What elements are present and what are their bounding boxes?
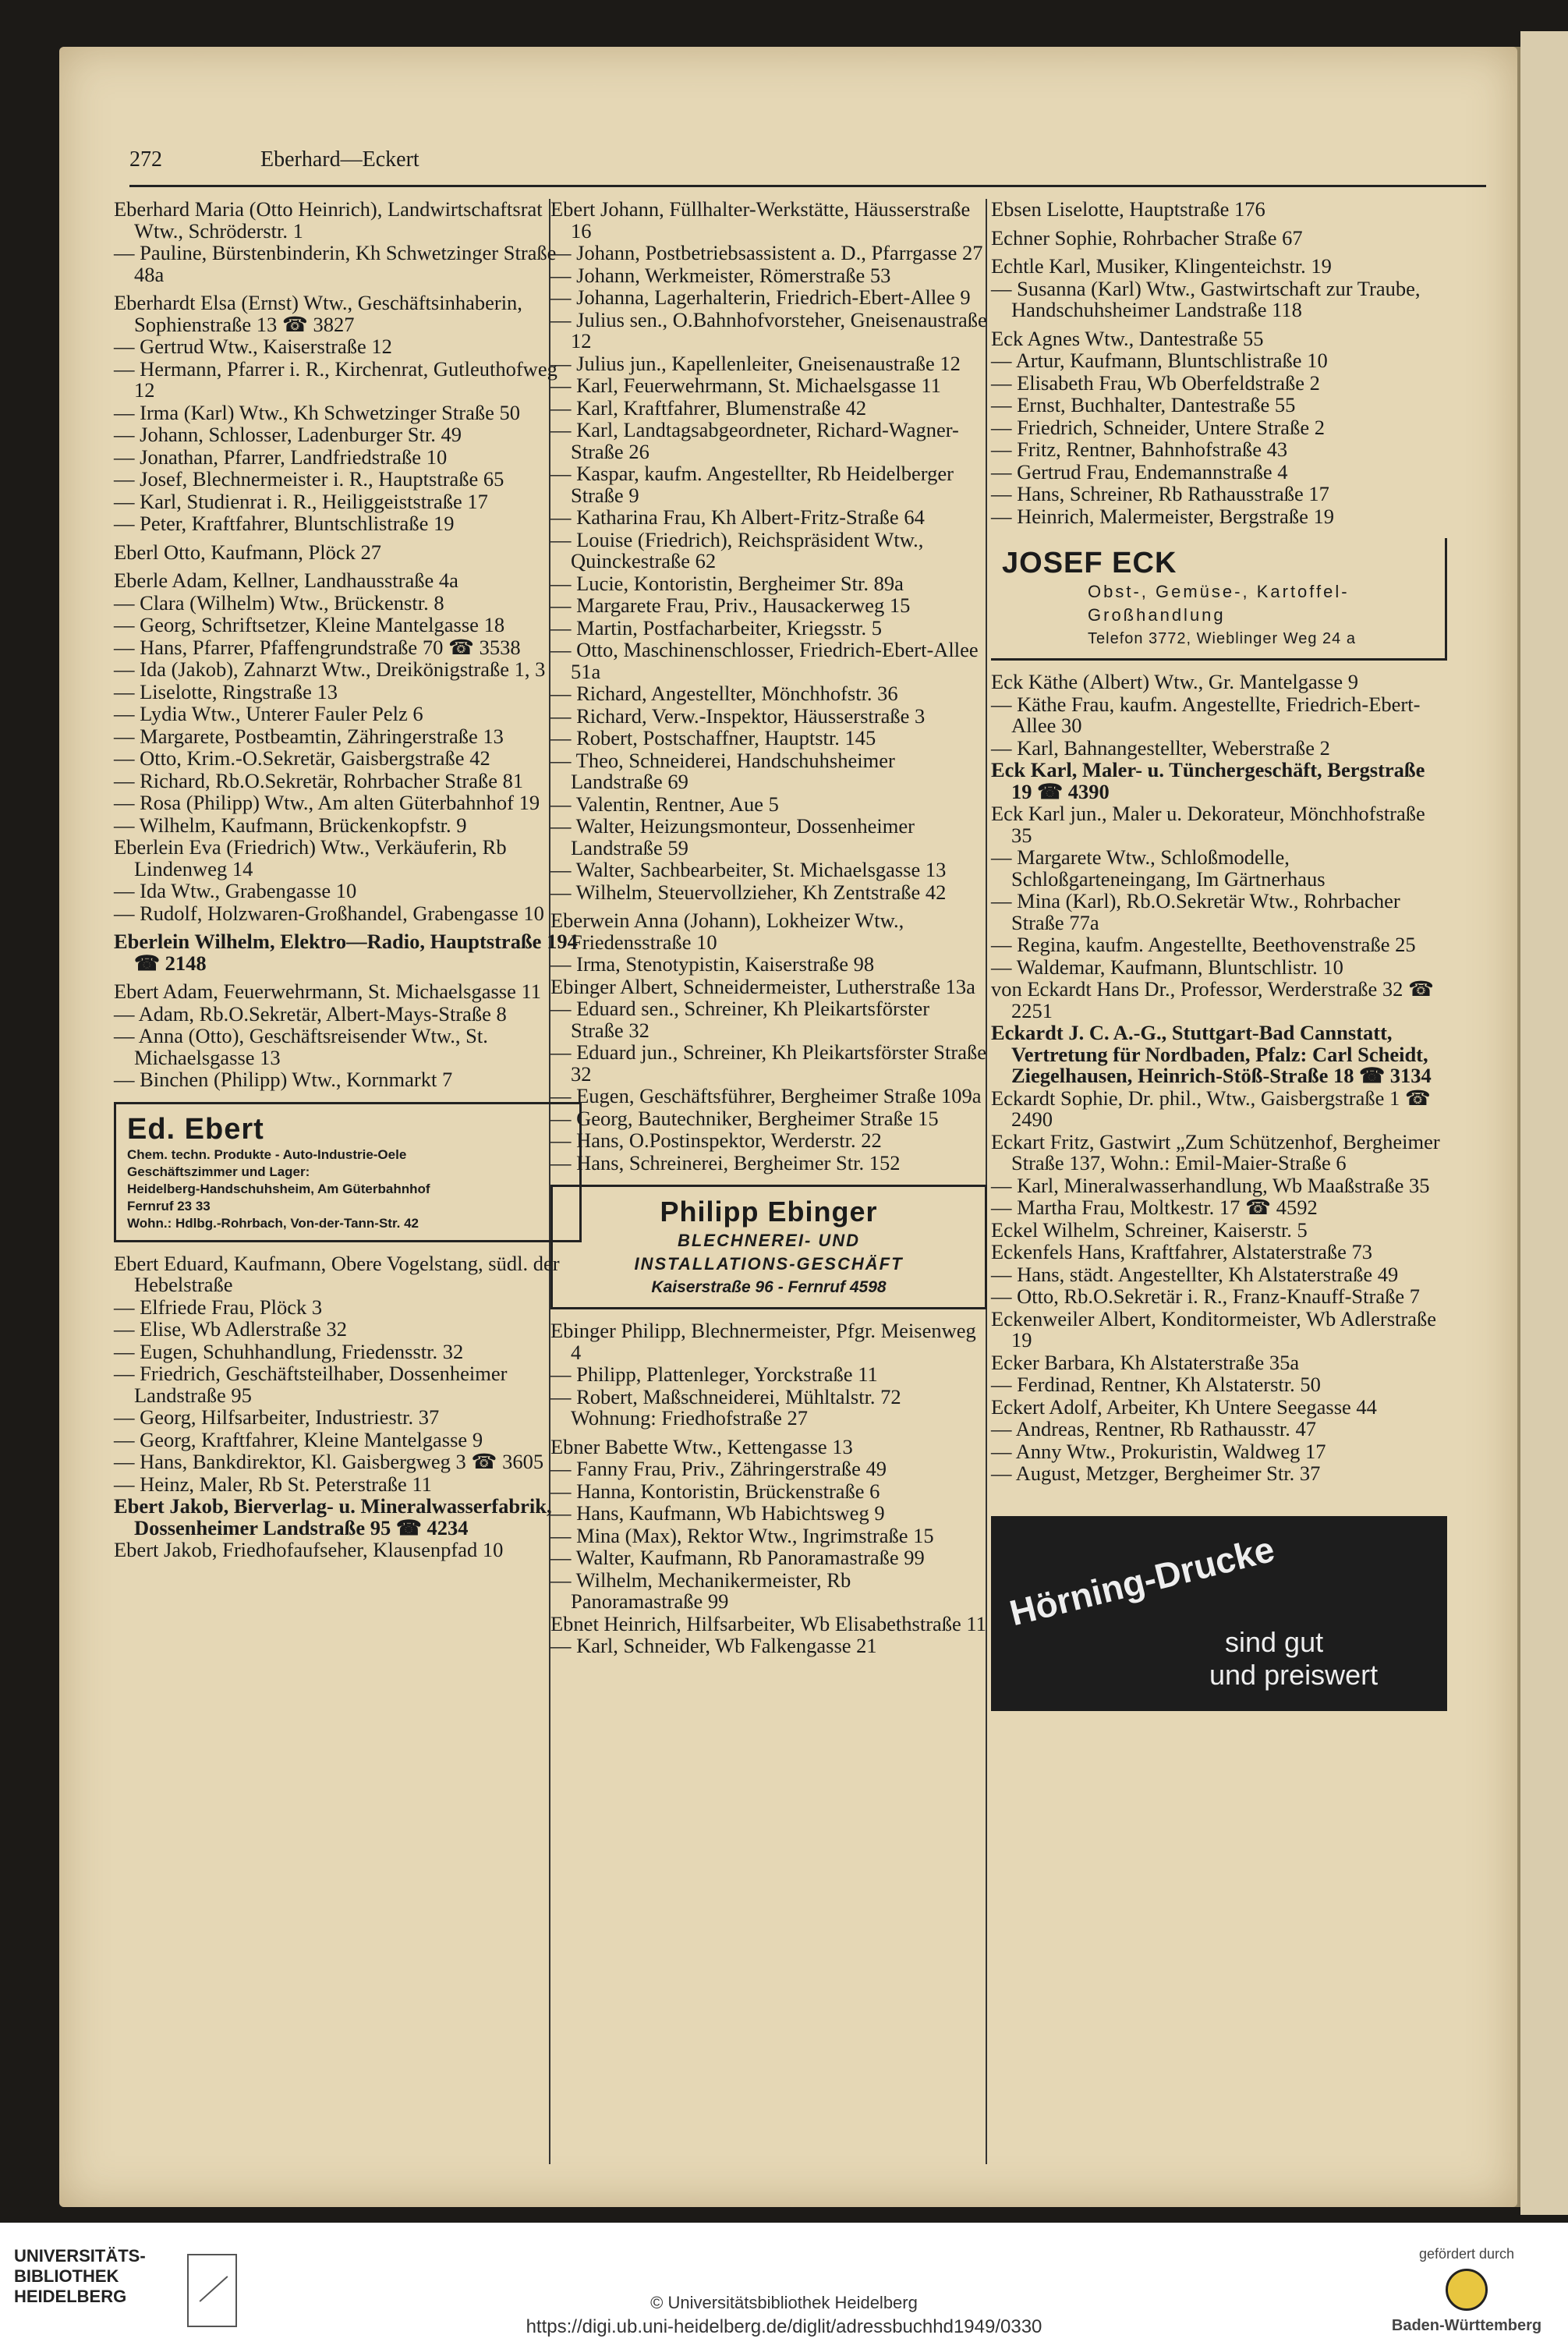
directory-entry: — Friedrich, Schneider, Untere Straße 2: [991, 415, 1325, 439]
directory-entry: Ebert Johann, Füllhalter-Werkstätte, Häusserstraße 16: [550, 197, 971, 243]
ad-josef-eck: [991, 538, 1447, 661]
directory-entry: — August, Metzger, Bergheimer Str. 37: [991, 1461, 1321, 1485]
column-3: [991, 199, 1447, 1711]
directory-entry: — Fanny Frau, Priv., Zähringerstraße 49: [550, 1457, 887, 1480]
ad-line: Chem. techn. Produkte - Auto-Industrie-Oele: [127, 1146, 407, 1162]
ad-title: Ed. Ebert: [127, 1112, 264, 1146]
ad-line: Telefon 3772, Wieblinger Weg 24 a: [1088, 630, 1356, 647]
directory-entry: Eberlein Eva (Friedrich) Wtw., Verkäuferin, Rb Lindenweg 14: [114, 835, 507, 880]
directory-entry: — Theo, Schneiderei, Handschuhsheimer Landstraße 69: [550, 748, 895, 793]
ad-line: Großhandlung: [1088, 605, 1226, 625]
directory-entry: — Hanna, Kontoristin, Brückenstraße 6: [550, 1479, 880, 1503]
ad-line: sind gut: [1225, 1625, 1324, 1658]
directory-entry: — Waldemar, Kaufmann, Bluntschlistr. 10: [991, 955, 1343, 979]
logo-text: UNIVERSITÄTS-: [14, 2246, 146, 2266]
page-number: 272: [129, 147, 162, 172]
directory-entry: — Eugen, Schuhhandlung, Friedensstr. 32: [114, 1339, 464, 1363]
directory-entry: — Eugen, Geschäftsführer, Bergheimer Straße 109a: [550, 1084, 982, 1107]
ad-line: BLECHNEREI- UND: [677, 1231, 861, 1250]
directory-entry: — Susanna (Karl) Wtw., Gastwirtschaft zur Traube, Handschuhsheimer Landstraße 118: [991, 276, 1421, 321]
directory-entry: — Richard, Angestellter, Mönchhofstr. 36: [550, 682, 898, 705]
directory-entry: Ecker Barbara, Kh Alstaterstraße 35a: [991, 1350, 1300, 1374]
directory-entry: — Johann, Werkmeister, Römerstraße 53: [550, 263, 891, 287]
directory-entry: Eckardt Sophie, Dr. phil., Wtw., Gaisbergstraße 1 ☎ 2490: [991, 1086, 1431, 1131]
directory-entry: — Käthe Frau, kaufm. Angestellte, Friedrich-Ebert-Allee 30: [991, 692, 1421, 737]
directory-entry: — Eduard sen., Schreiner, Kh Pleikartsförster Straße 32: [550, 997, 930, 1042]
directory-entry: — Wilhelm, Kaufmann, Brückenkopfstr. 9: [114, 813, 467, 837]
ad-line: Geschäftszimmer und Lager:: [127, 1164, 310, 1179]
directory-entry: Eckenweiler Albert, Konditormeister, Wb Adlerstraße 19: [991, 1306, 1436, 1352]
entry-list: [114, 199, 582, 1091]
directory-entry: — Adam, Rb.O.Sekretär, Albert-Mays-Straße 8: [114, 1001, 507, 1026]
directory-entry: — Eduard jun., Schreiner, Kh Pleikartsförster Straße 32: [550, 1040, 986, 1086]
directory-entry: Eberwein Anna (Johann), Lokheizer Wtw., Friedensstraße 10: [550, 909, 904, 954]
directory-entry: — Margarete Wtw., Schloßmodelle, Schloßgarteneingang, Im Gärtnerhaus: [991, 845, 1326, 891]
ad-ed-ebert: [114, 1102, 582, 1242]
ad-brand: Hörning-Drucke: [1005, 1528, 1279, 1633]
entry-list: [114, 1253, 582, 1561]
directory-entry: — Andreas, Rentner, Rb Rathausstr. 47: [991, 1417, 1316, 1440]
directory-entry: Eckardt J. C. A.-G., Stuttgart-Bad Cannstatt, Vertretung für Nordbaden, Pfalz: Carl Scheidt, Ziegelhausen, Heinrich-Stöß-Straße 18 ☎ 3134: [991, 1021, 1432, 1087]
directory-entry: — Friedrich, Geschäftsteilhaber, Dossenheimer Landstraße 95: [114, 1362, 508, 1407]
directory-entry: — Robert, Postschaffner, Hauptstr. 145: [550, 726, 876, 749]
directory-entry: — Wilhelm, Steuervollzieher, Kh Zentstraße 42: [550, 880, 947, 904]
directory-entry: Eckert Adolf, Arbeiter, Kh Untere Seegasse 44: [991, 1394, 1377, 1419]
directory-entry: — Martin, Postfacharbeiter, Kriegsstr. 5: [550, 615, 883, 640]
directory-entry: — Hans, Schreinerei, Bergheimer Str. 152: [550, 1150, 901, 1174]
copyright-notice: © Universitätsbibliothek Heidelberg: [650, 2293, 918, 2312]
directory-entry: — Karl, Bahnangestellter, Weberstraße 2: [991, 735, 1330, 760]
directory-entry: Eck Karl, Maler- u. Tünchergeschäft, Bergstraße 19 ☎ 4390: [991, 758, 1425, 803]
page-header: [129, 144, 1486, 187]
directory-entry: — Heinrich, Malermeister, Bergstraße 19: [991, 504, 1334, 528]
directory-entry: Ebsen Liselotte, Hauptstraße 176: [991, 197, 1265, 221]
directory-entry: — Karl, Kraftfahrer, Blumenstraße 42: [550, 395, 867, 420]
directory-entry: — Clara (Wilhelm) Wtw., Brückenstr. 8: [114, 590, 444, 615]
directory-entry: — Anna (Otto), Geschäftsreisender Wtw., St. Michaelsgasse 13: [114, 1024, 488, 1069]
directory-entry: — Otto, Krim.-O.Sekretär, Gaisbergstraße 42: [114, 746, 490, 770]
directory-entry: — Irma, Stenotypistin, Kaiserstraße 98: [550, 952, 875, 976]
directory-entry: — Mina (Karl), Rb.O.Sekretär Wtw., Rohrbacher Straße 77a: [991, 889, 1400, 934]
directory-entry: Eckenfels Hans, Kraftfahrer, Alstaterstraße 73: [991, 1240, 1372, 1263]
directory-entry: — Jonathan, Pfarrer, Landfriedstraße 10: [114, 445, 448, 469]
directory-entry: — Hans, Schreiner, Rb Rathausstraße 17: [991, 482, 1329, 505]
directory-entry: — Hans, Pfarrer, Pfaffengrundstraße 70 ☎ 3538: [114, 635, 521, 659]
directory-entry: Eck Käthe (Albert) Wtw., Gr. Mantelgasse 9: [991, 670, 1358, 693]
directory-entry: — Otto, Maschinenschlosser, Friedrich-Ebert-Allee 51a: [550, 638, 979, 683]
directory-entry: — Hans, Bankdirektor, Kl. Gaisbergweg 3 ☎ 3605: [114, 1450, 544, 1473]
directory-entry: — Hans, städt. Angestellter, Kh Alstaterstraße 49: [991, 1262, 1399, 1286]
directory-entry: — Elfriede Frau, Plöck 3: [114, 1295, 323, 1319]
directory-entry: Eberhardt Elsa (Ernst) Wtw., Geschäftsinhaberin, Sophienstraße 13 ☎ 3827: [114, 291, 522, 336]
directory-entry: — Walter, Heizungsmonteur, Dossenheimer Landstraße 59: [550, 814, 915, 859]
directory-entry: Ebert Jakob, Friedhofaufseher, Klausenpfad 10: [114, 1538, 504, 1561]
ad-line: und preiswert: [1209, 1658, 1379, 1691]
directory-entry: — Irma (Karl) Wtw., Kh Schwetzinger Straße 50: [114, 400, 521, 424]
directory-entry: Eberhard Maria (Otto Heinrich), Landwirtschaftsrat Wtw., Schröderstr. 1: [114, 197, 543, 243]
directory-entry: — Georg, Bautechniker, Bergheimer Straße 15: [550, 1106, 939, 1130]
logo-text: BIBLIOTHEK: [14, 2266, 119, 2286]
ad-title: Philipp Ebinger: [660, 1196, 878, 1228]
directory-entry: — Elise, Wb Adlerstraße 32: [114, 1317, 348, 1341]
directory-entry: — Julius sen., O.Bahnhofvorsteher, Gneisenaustraße 12: [550, 307, 987, 353]
directory-entry: Eckel Wilhelm, Schreiner, Kaiserstr. 5: [991, 1217, 1308, 1242]
directory-entry: — Fritz, Rentner, Bahnhofstraße 43: [991, 438, 1288, 461]
directory-entry: Ebert Adam, Feuerwehrmann, St. Michaelsgasse 11: [114, 980, 542, 1003]
directory-entry: — Margarete Frau, Priv., Hausackerweg 15: [550, 593, 911, 617]
directory-entry: — Elisabeth Frau, Wb Oberfeldstraße 2: [991, 370, 1320, 395]
directory-entry: — Georg, Schriftsetzer, Kleine Mantelgasse 18: [114, 613, 505, 636]
directory-entry: — Philipp, Plattenleger, Yorckstraße 11: [550, 1362, 878, 1386]
directory-entry: — Karl, Mineralwasserhandlung, Wb Maaßstraße 35: [991, 1173, 1430, 1197]
viewer-footer: [0, 2223, 1568, 2349]
directory-entry: — Kaspar, kaufm. Angestellter, Rb Heidelberger Straße 9: [550, 462, 954, 507]
coat-of-arms-icon: [1446, 2269, 1488, 2311]
directory-entry: — Louise (Friedrich), Reichspräsident Wtw., Quinckestraße 62: [550, 527, 924, 572]
ad-line: Kaiserstraße 96 - Fernruf 4598: [651, 1278, 887, 1296]
directory-entry: — Valentin, Rentner, Aue 5: [550, 792, 779, 816]
ad-line: Wohn.: Hdlbg.-Rohrbach, Von-der-Tann-Str. 42: [127, 1215, 419, 1231]
directory-entry: — Peter, Kraftfahrer, Bluntschlistraße 19: [114, 512, 455, 535]
entry-list: [991, 671, 1447, 1485]
directory-entry: — Johann, Schlosser, Ladenburger Str. 49: [114, 423, 462, 446]
directory-entry: — Johanna, Lagerhalterin, Friedrich-Ebert-Allee 9: [550, 285, 971, 309]
directory-entry: — Gertrud Wtw., Kaiserstraße 12: [114, 335, 392, 358]
directory-entry: — Richard, Rb.O.Sekretär, Rohrbacher Straße 81: [114, 768, 524, 792]
funder-block: [1389, 2246, 1545, 2335]
directory-entry: Eberl Otto, Kaufmann, Plöck 27: [114, 540, 381, 564]
directory-entry: — Ferdinad, Rentner, Kh Alstaterstr. 50: [991, 1373, 1321, 1396]
directory-entry: — Josef, Blechnermeister i. R., Hauptstraße 65: [114, 467, 504, 491]
directory-entry: — Rudolf, Holzwaren-Großhandel, Grabengasse 10: [114, 901, 544, 925]
directory-entry: Eckart Fritz, Gastwirt „Zum Schützenhof, Bergheimer Straße 137, Wohn.: Emil-Maier-Straße 6: [991, 1129, 1440, 1174]
ad-line: INSTALLATIONS-GESCHÄFT: [634, 1254, 904, 1274]
directory-entry: Eck Agnes Wtw., Dantestraße 55: [991, 326, 1264, 350]
entry-list: [550, 199, 987, 1174]
directory-entry: — Johann, Postbetriebsassistent a. D., Pfarrgasse 27: [550, 241, 983, 264]
entry-list: [991, 199, 1447, 527]
directory-entry: von Eckardt Hans Dr., Professor, Werderstraße 32 ☎ 2251: [991, 977, 1435, 1022]
directory-entry: Eberle Adam, Kellner, Landhausstraße 4a: [114, 569, 458, 592]
directory-entry: — Karl, Feuerwehrmann, St. Michaelsgasse 11: [550, 374, 941, 397]
directory-entry: Ebinger Albert, Schneidermeister, Lutherstraße 13a: [550, 974, 975, 998]
directory-entry: Ebnet Heinrich, Hilfsarbeiter, Wb Elisabethstraße 11: [550, 1611, 986, 1635]
ad-line: Heidelberg-Handschuhsheim, Am Güterbahnhof: [127, 1181, 430, 1196]
directory-entry: — Georg, Kraftfahrer, Kleine Mantelgasse 9: [114, 1427, 483, 1451]
directory-entry: — Lydia Wtw., Unterer Fauler Pelz 6: [114, 702, 423, 725]
directory-entry: — Walter, Sachbearbeiter, St. Michaelsgasse 13: [550, 858, 947, 881]
directory-entry: — Karl, Studienrat i. R., Heiliggeiststraße 17: [114, 489, 488, 513]
directory-entry: Ebert Jakob, Bierverlag- u. Mineralwasserfabrik, Dossenheimer Landstraße 95 ☎ 4234: [114, 1494, 552, 1539]
directory-entry: — Pauline, Bürstenbinderin, Kh Schwetzinger Straße 48a: [114, 241, 557, 286]
directory-entry: — Julius jun., Kapellenleiter, Gneisenaustraße 12: [550, 351, 961, 375]
directory-entry: — Rosa (Philipp) Wtw., Am alten Güterbahnhof 19: [114, 791, 540, 814]
directory-entry: Eck Karl jun., Maler u. Dekorateur, Mönchhofstraße 35: [991, 802, 1425, 847]
directory-entry: — Margarete, Postbeamtin, Zähringerstraße 13: [114, 724, 504, 748]
entry-list: [550, 1320, 987, 1657]
directory-entry: — Karl, Landtagsabgeordneter, Richard-Wagner-Straße 26: [550, 418, 959, 463]
ad-line: Fernruf 23 33: [127, 1198, 211, 1213]
ad-philipp-ebinger: [550, 1185, 987, 1309]
directory-entry: — Martha Frau, Moltkestr. 17 ☎ 4592: [991, 1196, 1318, 1219]
directory-entry: Ebner Babette Wtw., Kettengasse 13: [550, 1434, 853, 1458]
column-1: [114, 199, 582, 1562]
directory-entry: Ebert Eduard, Kaufmann, Obere Vogelstang, südl. der Hebelstraße: [114, 1251, 560, 1296]
directory-entry: Ebinger Philipp, Blechnermeister, Pfgr. Meisenweg 4: [550, 1319, 976, 1364]
directory-entry: — Mina (Max), Rektor Wtw., Ingrimstraße 15: [550, 1523, 934, 1547]
directory-entry: — Hans, Kaufmann, Wb Habichtsweg 9: [550, 1501, 885, 1525]
directory-entry: — Karl, Schneider, Wb Falkengasse 21: [550, 1634, 877, 1657]
ad-hoerning-drucke: [991, 1516, 1447, 1711]
funded-by-label: gefördert durch: [1418, 2246, 1515, 2262]
directory-entry: Echtle Karl, Musiker, Klingenteichstr. 19: [991, 254, 1332, 278]
directory-entry: — Gertrud Frau, Endemannstraße 4: [991, 459, 1288, 484]
directory-entry: — Georg, Hilfsarbeiter, Industriestr. 37: [114, 1405, 440, 1429]
directory-entry: — Hans, O.Postinspektor, Werderstr. 22: [550, 1128, 882, 1152]
permalink-url[interactable]: https://digi.ub.uni-heidelberg.de/diglit/adressbuchhd1949/0330: [526, 2316, 1042, 2337]
directory-entry: — Ida (Jakob), Zahnarzt Wtw., Dreikönigstraße 1, 3: [114, 657, 546, 681]
directory-entry: — Robert, Maßschneiderei, Mühltalstr. 72 Wohnung: Friedhofstraße 27: [550, 1384, 901, 1430]
directory-page: [59, 47, 1517, 2207]
ad-title: JOSEF ECK: [1002, 547, 1177, 579]
column-2: [550, 199, 987, 1658]
directory-entry: — Hermann, Pfarrer i. R., Kirchenrat, Gutleuthofweg 12: [114, 356, 557, 402]
directory-entry: — Walter, Kaufmann, Rb Panoramastraße 99: [550, 1546, 925, 1569]
logo-text: HEIDELBERG: [14, 2287, 127, 2306]
directory-entry: — Anny Wtw., Prokuristin, Waldweg 17: [991, 1439, 1326, 1463]
directory-entry: — Ernst, Buchhalter, Dantestraße 55: [991, 393, 1296, 416]
directory-entry: — Liselotte, Ringstraße 13: [114, 679, 338, 703]
directory-entry: — Regina, kaufm. Angestellte, Beethovenstraße 25: [991, 933, 1416, 956]
directory-entry: — Otto, Rb.O.Sekretär i. R., Franz-Knauff-Straße 7: [991, 1284, 1421, 1308]
directory-entry: — Binchen (Philipp) Wtw., Kornmarkt 7: [114, 1068, 453, 1091]
ad-line: Obst-, Gemüse-, Kartoffel-: [1088, 582, 1350, 601]
adjacent-page-edge: [1520, 31, 1568, 2215]
directory-entry: — Wilhelm, Mechanikermeister, Rb Panoramastraße 99: [550, 1568, 851, 1613]
running-head: Eberhard—Eckert: [260, 147, 419, 172]
directory-entry: Echner Sophie, Rohrbacher Straße 67: [991, 225, 1303, 250]
directory-entry: — Katharina Frau, Kh Albert-Fritz-Straße 64: [550, 505, 925, 529]
funder-name: Baden-Württemberg: [1391, 2317, 1542, 2334]
directory-entry: — Richard, Verw.-Inspektor, Häusserstraße 3: [550, 703, 926, 728]
directory-entry: — Ida Wtw., Grabengasse 10: [114, 879, 357, 902]
directory-entry: — Artur, Kaufmann, Bluntschlistraße 10: [991, 349, 1328, 372]
directory-entry: — Heinz, Maler, Rb St. Peterstraße 11: [114, 1472, 432, 1496]
directory-entry: Eberlein Wilhelm, Elektro—Radio, Hauptstraße 194 ☎ 2148: [114, 930, 578, 975]
directory-entry: — Lucie, Kontoristin, Bergheimer Str. 89a: [550, 571, 904, 595]
